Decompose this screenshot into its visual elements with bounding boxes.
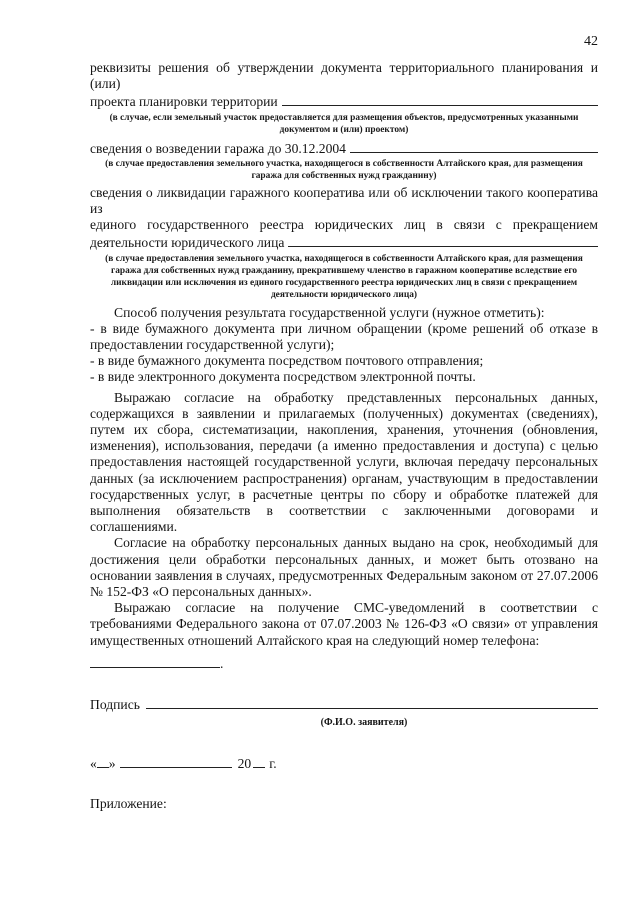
liquidation-section (90, 185, 598, 301)
requisites-line-1: реквизиты решения об утверждении документа территориального планирования и (или) (90, 60, 598, 92)
requisites-section (90, 60, 598, 136)
requisites-input-line[interactable] (282, 92, 598, 106)
signature-label: Подпись (90, 697, 140, 713)
signature-caption: (Ф.И.О. заявителя) (320, 717, 408, 729)
method-option-paper-post[interactable]: - в виде бумажного документа посредством почтового отправления; (90, 353, 484, 369)
application-form (90, 60, 598, 812)
date-row (90, 754, 598, 772)
garage-line (90, 139, 598, 157)
method-heading: Способ получения результата государственной услуги (нужное отметить): (114, 304, 545, 320)
method-section (90, 305, 598, 386)
requisites-line-2 (90, 92, 598, 110)
date-year-prefix: 20 (237, 755, 252, 771)
date-year-input[interactable] (253, 754, 265, 768)
attachment-label: Приложение: (90, 795, 167, 811)
signature-row (90, 694, 598, 713)
liquidation-line-2: единого государственного реестра юридических лиц в связи с прекращением (90, 217, 598, 233)
liquidation-note: (в случае предоставления земельного участка, находящегося в собственности Алтайского края, для размещения гаража для собственных нужд гражданину, прекратившему членство в гаражном кооперативе вследствие его ликвидации или исключения из единого государственного реестра юридических лиц в связи с прекращением деятельности юридического лица) (105, 253, 583, 300)
liquidation-line-3-text: деятельности юридического лица (90, 235, 285, 251)
requisites-line-2-text: проекта планировки территории (90, 94, 278, 110)
consent-paragraph-2: Согласие на обработку персональных данных выдано на срок, необходимый для достижения цели обработки персональных данных, и может быть отозвано на основании заявления в случаях, предусмотренных Федеральным законом от 27.07.2006 № 152-ФЗ «О персональных данных». (90, 535, 598, 600)
liquidation-line-1: сведения о ликвидации гаражного кооператива или об исключении такого кооператива из (90, 184, 598, 217)
date-quote-open: « (90, 755, 97, 771)
date-quote-close: » (108, 755, 116, 771)
phone-input-line[interactable] (90, 653, 220, 668)
method-option-electronic[interactable]: - в виде электронного документа посредством электронной почты. (90, 369, 476, 385)
requisites-note: (в случае, если земельный участок предоставляется для размещения объектов, предусмотренных указанными документом и (или) проектом) (109, 112, 579, 135)
consent-paragraph-3: Выражаю согласие на получение СМС-уведомлений в соответствии с требованиями Федерального закона от 07.07.2003 № 126-ФЗ «О связи» от управления имущественных отношений Алтайского края на следующий номер телефона: (90, 600, 598, 648)
date-year-suffix: г. (269, 755, 277, 771)
date-month-input[interactable] (120, 754, 232, 768)
garage-input-line[interactable] (350, 139, 598, 153)
consent-paragraph-1: Выражаю согласие на обработку представленных персональных данных, содержащихся в заявлении и прилагаемых (полученных) документах (сведениях), путем их сбора, систематизации, накопления, хранения, уточнения (обновления, изменения), использования, передачи (а именно предоставления и доступа) с целью предоставления настоящей государственной услуги, включая передачу персональных данных (за исключением распространения) органам, участвующим в предоставлении государственных услуг, в расчетные центры по сбору и обработке платежей для выполнения обязательств в соответствии с заключенными договорами и соглашениями. (90, 389, 598, 535)
date-day-input[interactable] (97, 754, 109, 768)
garage-note: (в случае предоставления земельного участка, находящегося в собственности Алтайского края, для размещения гаража для собственных нужд гражданину) (105, 158, 583, 181)
consent-section (90, 390, 598, 649)
phone-suffix: . (220, 655, 224, 671)
method-option-paper-personal[interactable]: - в виде бумажного документа при личном обращении (кроме решений об отказе в предоставлении государственной услуги); (90, 320, 598, 353)
phone-row (90, 653, 598, 672)
page-number: 42 (584, 34, 598, 49)
garage-section (90, 139, 598, 182)
signature-input-line[interactable] (146, 694, 598, 709)
garage-text: сведения о возведении гаража до 30.12.2004 (90, 140, 346, 156)
liquidation-line-3 (90, 233, 598, 251)
liquidation-input-line[interactable] (288, 233, 598, 247)
